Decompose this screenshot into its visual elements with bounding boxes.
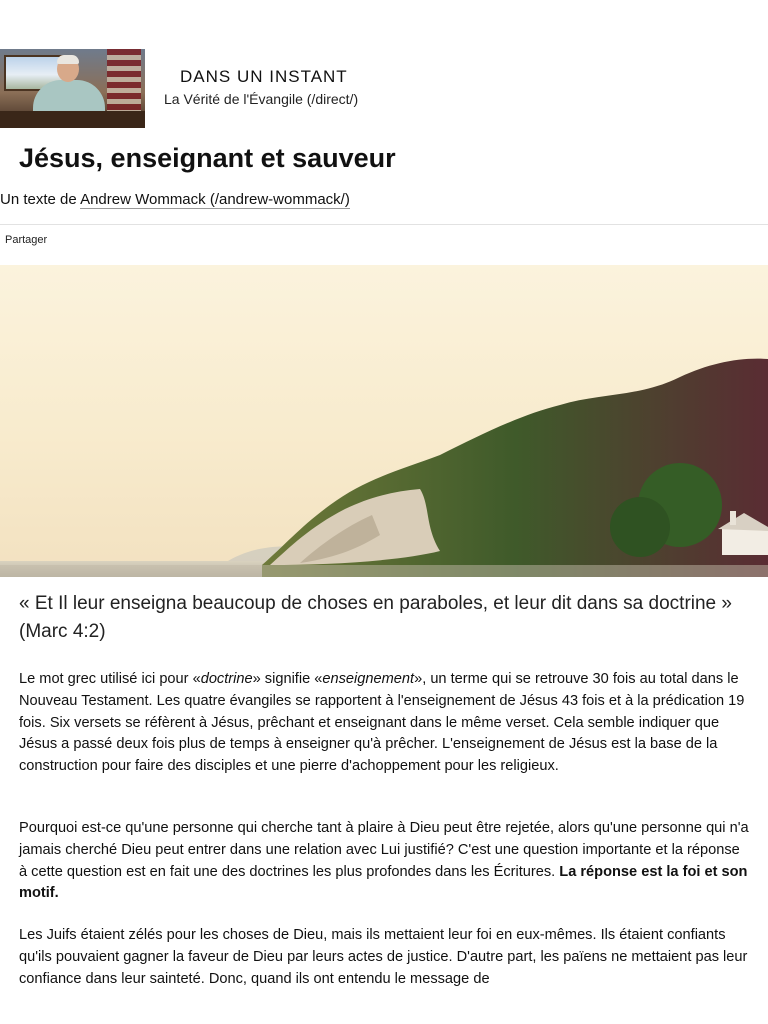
shoreline (0, 565, 768, 577)
paragraph-2 (19, 818, 751, 905)
scripture-quote: « Et Il leur enseigna beaucoup de choses en paraboles, et leur dit dans sa doctrine » (Marc 4:2) (19, 593, 732, 642)
emphasis-enseignement: enseignement (322, 671, 415, 687)
thumbnail-presenter-hair (57, 55, 79, 64)
byline (0, 191, 350, 208)
paragraph-text: Pourquoi est-ce qu'une personne qui cherche tant à plaire à Dieu peut être rejetée, alors qu'une personne qui n'a jamais cherché Dieu peut entrer dans une relation avec Lui justifié? C'est une question importante et la réponse à cette question est en fait une des doctrines les plus profondes dans les Écritures. (19, 820, 749, 880)
live-banner[interactable] (0, 49, 768, 128)
page-title: Jésus, enseignant et sauveur (19, 143, 396, 173)
paragraph-text: », un terme qui se retrouve 30 fois au total dans le Nouveau Testament. Les quatre évangiles se rapportent à l'enseignement de Jésus 43 fois et à la prédication 19 fois. Six versets se réfèrent à Jésus, prêchant et enseignant dans le même verset. Cela semble indiquer que Jésus a passé deux fois plus de temps à enseigner qu'à prêcher. L'enseignement de Jésus est la base de la construction pour faire des disciples et une pierre d'achoppement pour les religieux. (19, 671, 745, 775)
hero-image (0, 265, 768, 577)
paragraph-bold: La réponse est la foi et son motif. (19, 863, 748, 902)
paragraph-1 (19, 669, 751, 778)
emphasis-doctrine: doctrine (200, 671, 253, 687)
author-link[interactable]: Andrew Wommack (/andrew-wommack/) (80, 191, 350, 208)
paragraph-3: Les Juifs étaient zélés pour les choses de Dieu, mais ils mettaient leur foi en eux-mêmes. Ils étaient confiants qu'ils pouvaient gagner la faveur de Dieu par leurs actes de justice. D'autre part, les païens ne mettaient pas leur confiance dans leur sainteté. Donc, quand ils ont entendu le message de (19, 927, 748, 987)
live-thumbnail[interactable] (0, 49, 145, 128)
byline-prefix: Un texte de (0, 191, 77, 208)
house (722, 527, 768, 555)
paragraph-text: » signifie « (252, 671, 323, 687)
thumbnail-desk (0, 111, 145, 128)
tree (610, 497, 670, 557)
live-show-link[interactable]: La Vérité de l'Évangile (/direct/) (164, 91, 359, 107)
house-chimney (730, 511, 736, 525)
share-button[interactable]: Partager (5, 234, 48, 246)
divider (0, 224, 768, 225)
live-label: DANS UN INSTANT (180, 67, 348, 86)
hero-landscape (0, 265, 768, 577)
paragraph-text: Le mot grec utilisé ici pour « (19, 671, 201, 687)
